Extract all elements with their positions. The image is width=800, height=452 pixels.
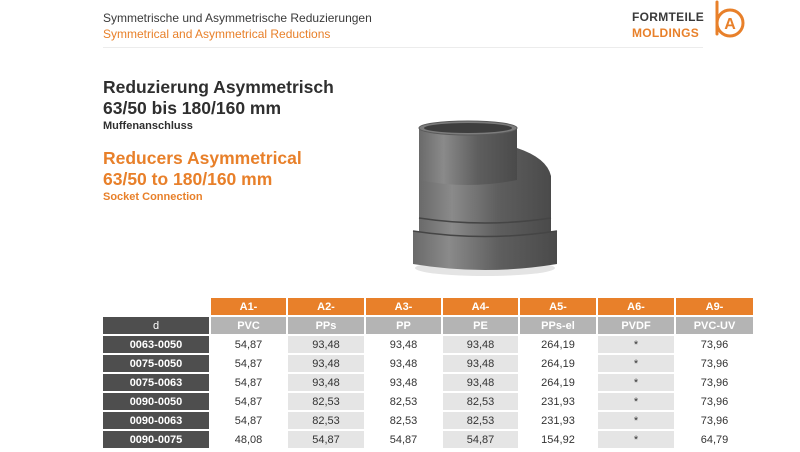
price-cell: * (597, 411, 675, 430)
price-cell: 82,53 (287, 411, 365, 430)
product-title-en: Reducers Asymmetrical 63/50 to 180/160 mm (103, 148, 302, 189)
logo-text-formteile: FORMTEILE (632, 10, 705, 24)
material-code: A5- (519, 298, 597, 316)
dimension-cell: 0090-0063 (103, 411, 210, 430)
material-code: A3- (365, 298, 442, 316)
dimension-cell: 0075-0050 (103, 354, 210, 373)
price-cell: 82,53 (287, 392, 365, 411)
material-code-row (103, 298, 753, 316)
material-name: PVC (210, 316, 287, 335)
table-row (103, 392, 753, 411)
price-cell: 264,19 (519, 373, 597, 392)
price-cell: 54,87 (210, 392, 287, 411)
price-cell: 93,48 (365, 335, 442, 354)
header-divider (103, 47, 703, 48)
material-name: PPs (287, 316, 365, 335)
header-title-en: Symmetrical and Asymmetrical Reductions (103, 27, 331, 41)
material-name: PPs-el (519, 316, 597, 335)
product-title-de: Reduzierung Asymmetrisch 63/50 bis 180/160 mm (103, 77, 334, 118)
price-cell: 154,92 (519, 430, 597, 449)
price-cell: 54,87 (442, 430, 519, 449)
price-cell: 54,87 (365, 430, 442, 449)
price-cell: 231,93 (519, 392, 597, 411)
price-cell: * (597, 354, 675, 373)
dimension-cell: 0063-0050 (103, 335, 210, 354)
svg-text:A: A (724, 16, 736, 33)
price-table (103, 298, 753, 450)
price-cell: * (597, 392, 675, 411)
product-subtitle-de: Muffenanschluss (103, 120, 193, 132)
price-cell: 54,87 (210, 373, 287, 392)
material-code: A9- (675, 298, 753, 316)
price-cell: 54,87 (210, 335, 287, 354)
product-subtitle-en: Socket Connection (103, 191, 203, 203)
price-cell: 82,53 (442, 411, 519, 430)
price-cell: 93,48 (365, 373, 442, 392)
price-cell: 82,53 (365, 411, 442, 430)
price-cell: 64,79 (675, 430, 753, 449)
material-name: PE (442, 316, 519, 335)
material-name: PP (365, 316, 442, 335)
corner-cell (103, 298, 210, 316)
price-cell: * (597, 335, 675, 354)
dimension-cell: 0090-0075 (103, 430, 210, 449)
price-cell: 73,96 (675, 373, 753, 392)
price-cell: 73,96 (675, 392, 753, 411)
price-cell: 73,96 (675, 335, 753, 354)
table-row (103, 411, 753, 430)
dimension-cell: 0090-0050 (103, 392, 210, 411)
material-code: A1- (210, 298, 287, 316)
price-cell: 231,93 (519, 411, 597, 430)
header-title-de: Symmetrische und Asymmetrische Reduzierungen (103, 11, 372, 25)
price-cell: 54,87 (210, 354, 287, 373)
price-cell: 93,48 (442, 373, 519, 392)
material-name-row (103, 316, 753, 335)
price-cell: * (597, 430, 675, 449)
material-code: A4- (442, 298, 519, 316)
material-code: A2- (287, 298, 365, 316)
price-cell: 93,48 (442, 354, 519, 373)
price-cell: 54,87 (287, 430, 365, 449)
price-cell: 93,48 (287, 373, 365, 392)
price-cell: 93,48 (287, 354, 365, 373)
table-row (103, 430, 753, 449)
table-row (103, 373, 753, 392)
reducer-product-image (405, 118, 565, 280)
price-cell: 82,53 (365, 392, 442, 411)
price-cell: 73,96 (675, 411, 753, 430)
table-row (103, 354, 753, 373)
price-cell: * (597, 373, 675, 392)
material-name: PVC-UV (675, 316, 753, 335)
price-cell: 82,53 (442, 392, 519, 411)
logo-text-moldings: MOLDINGS (632, 26, 700, 40)
material-code: A6- (597, 298, 675, 316)
dimension-cell: 0075-0063 (103, 373, 210, 392)
price-cell: 48,08 (210, 430, 287, 449)
table-row (103, 335, 753, 354)
price-cell: 93,48 (287, 335, 365, 354)
brand-logo (632, 0, 800, 50)
dimension-header: d (103, 316, 210, 335)
price-cell: 93,48 (442, 335, 519, 354)
logo-icon (706, 0, 766, 50)
price-cell: 264,19 (519, 335, 597, 354)
price-cell: 54,87 (210, 411, 287, 430)
material-name: PVDF (597, 316, 675, 335)
price-cell: 73,96 (675, 354, 753, 373)
price-cell: 264,19 (519, 354, 597, 373)
price-cell: 93,48 (365, 354, 442, 373)
